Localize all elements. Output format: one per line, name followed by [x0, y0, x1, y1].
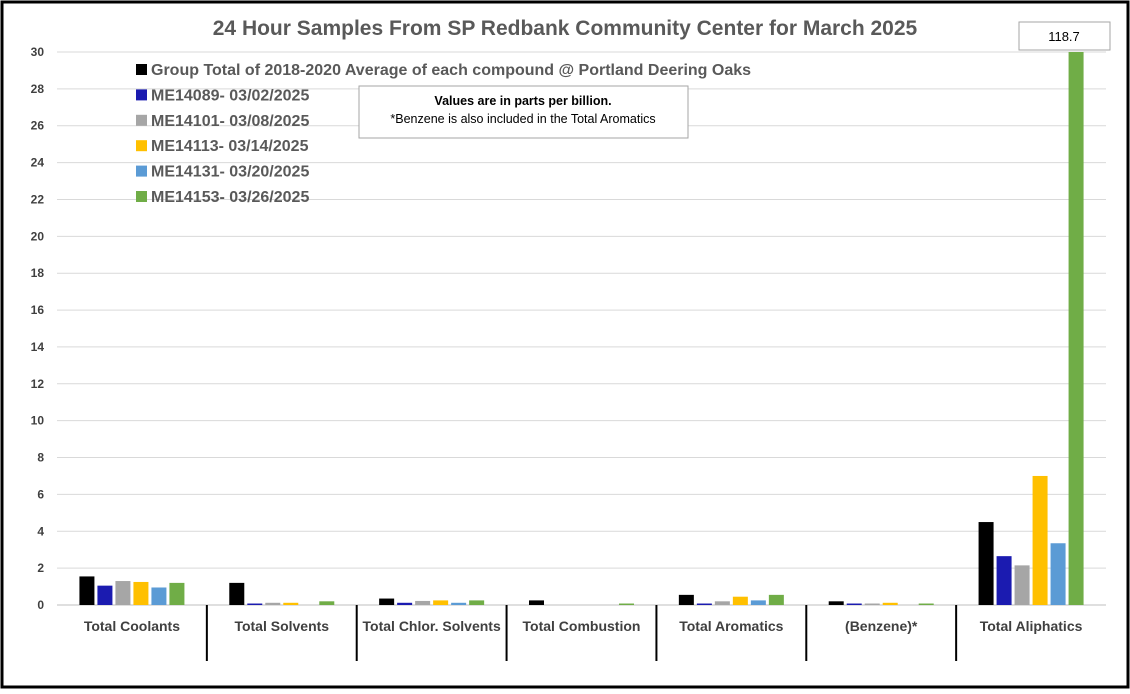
y-tick-label: 2	[37, 561, 44, 576]
bar	[751, 600, 766, 605]
bar	[883, 603, 898, 605]
legend-entry: ME14153- 03/26/2025	[151, 189, 310, 206]
bar	[847, 604, 862, 605]
y-tick-label: 30	[30, 45, 44, 59]
legend-swatch	[136, 64, 147, 75]
chart-title: 24 Hour Samples From SP Redbank Community Center for March 2025	[212, 17, 918, 40]
y-tick-label: 0	[37, 598, 44, 612]
legend-entry: ME14113- 03/14/2025	[151, 138, 309, 156]
bar	[247, 604, 262, 605]
legend-entry: ME14089- 03/02/2025	[151, 87, 310, 105]
bar	[319, 601, 334, 605]
y-tick-label: 14	[30, 339, 44, 354]
x-tick-label: Total Solvents	[234, 618, 330, 634]
bar	[79, 576, 94, 605]
legend-swatch	[136, 166, 147, 177]
bar	[829, 601, 844, 605]
y-tick-label: 24	[30, 155, 44, 170]
x-tick-label: Total Chlor. Solvents	[362, 618, 501, 634]
y-tick-label: 8	[37, 450, 44, 465]
y-tick-label: 18	[30, 266, 44, 281]
legend-swatch	[136, 140, 147, 151]
y-tick-label: 4	[37, 524, 44, 539]
y-tick-label: 16	[30, 303, 44, 318]
bar	[169, 583, 184, 605]
y-tick-label: 6	[37, 487, 44, 502]
bar	[397, 603, 412, 605]
bar	[769, 595, 784, 605]
bar	[433, 600, 448, 605]
legend-entry: ME14131- 03/20/2025	[151, 163, 310, 181]
y-tick-label: 26	[30, 118, 44, 133]
bar	[997, 556, 1012, 605]
bar	[715, 601, 730, 605]
bar	[1033, 476, 1048, 605]
legend-swatch	[136, 191, 147, 202]
bar	[1069, 52, 1084, 605]
bar	[733, 597, 748, 605]
bar	[469, 600, 484, 605]
x-tick-label: (Benzene)*	[845, 618, 918, 634]
x-tick-label: Total Aromatics	[679, 618, 784, 634]
bar	[1051, 543, 1066, 605]
bar	[619, 604, 634, 605]
y-tick-label: 12	[30, 376, 44, 391]
x-tick-label: Total Combustion	[522, 618, 641, 634]
overflow-callout-label: 118.7	[1048, 29, 1080, 44]
bar	[697, 604, 712, 605]
legend-entry: ME14101- 03/08/2025	[151, 112, 310, 130]
bar	[1015, 565, 1030, 605]
note-box	[359, 86, 688, 138]
x-tick-label: Total Coolants	[83, 618, 181, 634]
bar	[151, 587, 166, 605]
y-tick-label: 28	[30, 81, 44, 96]
bar	[379, 599, 394, 605]
y-tick-label: 10	[30, 413, 44, 428]
bar	[283, 603, 298, 605]
bar	[919, 604, 934, 605]
legend-entry: Group Total of 2018-2020 Average of each compound @ Portland Deering Oaks	[151, 62, 752, 79]
bar	[979, 522, 994, 605]
bar	[529, 600, 544, 605]
bar	[265, 603, 280, 605]
bar	[865, 604, 880, 605]
bar	[97, 586, 112, 605]
bar	[679, 595, 694, 605]
note-text: *Benzene is also included in the Total Aromatics	[390, 112, 656, 126]
bar	[415, 601, 430, 605]
note-title: Values are in parts per billion.	[434, 94, 612, 108]
legend-swatch	[136, 89, 147, 100]
bar	[451, 603, 466, 605]
bar	[229, 583, 244, 605]
y-tick-label: 20	[30, 229, 44, 244]
legend-swatch	[136, 115, 147, 126]
bar	[115, 581, 130, 605]
y-tick-label: 22	[30, 192, 44, 207]
bar	[133, 582, 148, 605]
x-tick-label: Total Aliphatics	[979, 618, 1083, 634]
overflow-callout	[1019, 22, 1110, 50]
